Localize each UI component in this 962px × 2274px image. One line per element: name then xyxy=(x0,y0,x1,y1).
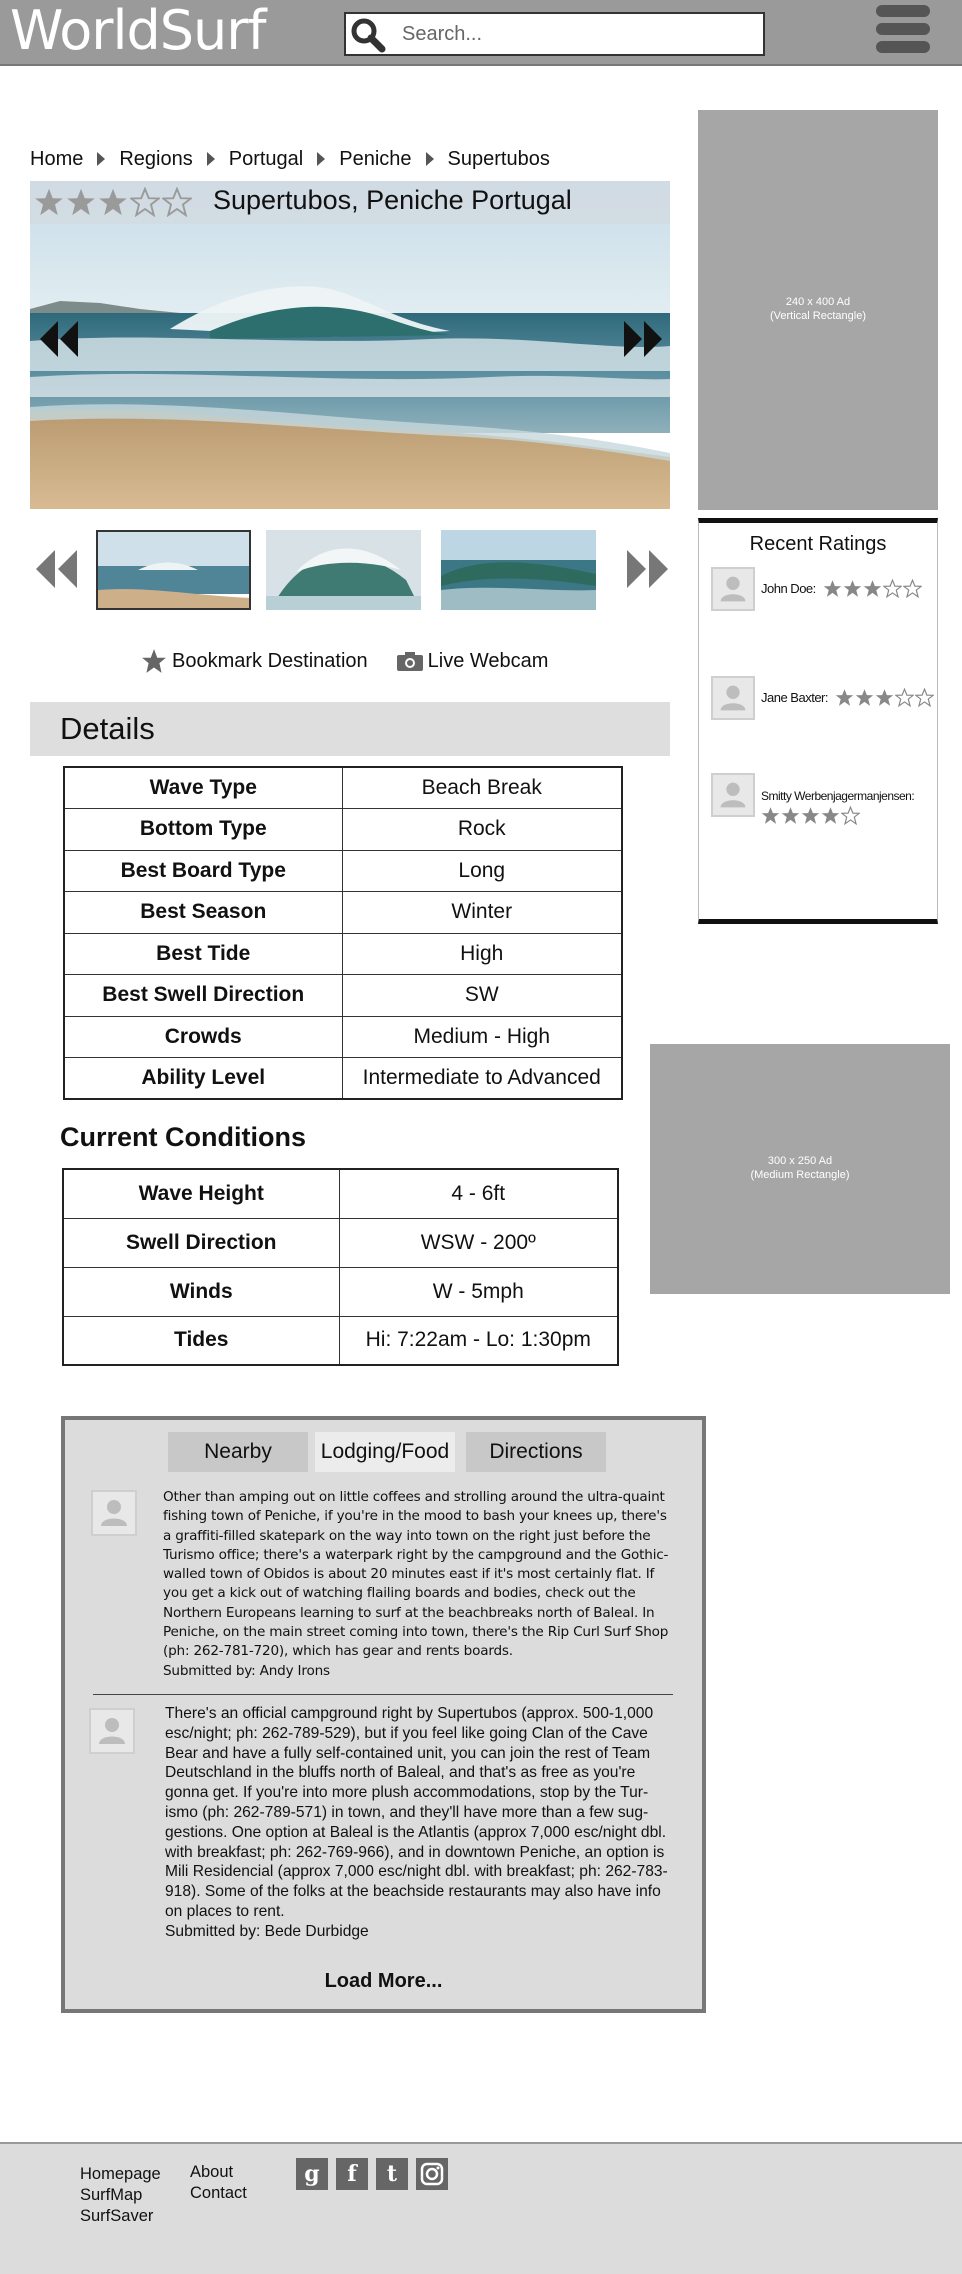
avatar xyxy=(711,676,755,720)
conditions-key: Winds xyxy=(63,1267,339,1316)
conditions-row xyxy=(63,1316,618,1365)
conditions-row xyxy=(63,1218,618,1267)
post-2 xyxy=(165,1704,675,1942)
details-key: Wave Type xyxy=(64,767,342,809)
details-key: Best Swell Direction xyxy=(64,975,342,1017)
spot-actions xyxy=(140,648,576,674)
details-row xyxy=(64,767,622,809)
user-icon xyxy=(91,1710,133,1752)
ad-vertical-rectangle[interactable] xyxy=(698,110,938,510)
conditions-value: W - 5mph xyxy=(339,1267,618,1316)
star-filled-icon xyxy=(98,187,128,217)
details-value: Medium - High xyxy=(342,1016,622,1058)
footer-link-surfmap[interactable]: SurfMap xyxy=(80,2186,143,2204)
star-filled-icon xyxy=(761,806,780,825)
post-divider xyxy=(93,1694,673,1695)
star-filled-icon xyxy=(855,688,874,707)
conditions-value: 4 - 6ft xyxy=(339,1169,618,1218)
breadcrumb-home[interactable]: Home xyxy=(30,147,84,170)
details-row xyxy=(64,1058,622,1100)
ad-size-label: 300 x 250 Ad xyxy=(767,1155,833,1167)
hero-image-carousel xyxy=(30,181,670,509)
thumbnail-3[interactable] xyxy=(441,530,596,610)
details-value: Winter xyxy=(342,892,622,934)
star-filled-icon xyxy=(875,688,894,707)
breadcrumb-regions[interactable]: Regions xyxy=(119,147,193,170)
thumb-next-icon[interactable] xyxy=(624,550,670,588)
avatar xyxy=(89,1708,135,1754)
conditions-row xyxy=(63,1169,618,1218)
details-value: Long xyxy=(342,850,622,892)
bookmark-destination-button[interactable] xyxy=(140,648,368,674)
details-value: Beach Break xyxy=(342,767,622,809)
facebook-icon[interactable]: f xyxy=(336,2158,368,2190)
details-key: Best Tide xyxy=(64,933,342,975)
rater-name: John Doe: xyxy=(761,581,816,596)
hero-title-bar xyxy=(30,181,670,224)
search-input[interactable] xyxy=(402,20,752,48)
conditions-key: Swell Direction xyxy=(63,1218,339,1267)
tab-nearby[interactable]: Nearby xyxy=(168,1432,308,1472)
breadcrumb-separator-icon xyxy=(97,152,105,166)
user-icon xyxy=(713,775,753,815)
details-key: Crowds xyxy=(64,1016,342,1058)
breadcrumb xyxy=(30,146,550,172)
star-empty-icon xyxy=(162,187,192,217)
footer-link-contact[interactable]: Contact xyxy=(190,2184,247,2202)
star-empty-icon xyxy=(895,688,914,707)
site-header xyxy=(0,0,962,66)
conditions-key: Wave Height xyxy=(63,1169,339,1218)
rater-name: Jane Baxter: xyxy=(761,690,828,705)
conditions-key: Tides xyxy=(63,1316,339,1365)
avatar xyxy=(711,567,755,611)
site-footer xyxy=(0,2142,962,2274)
conditions-row xyxy=(63,1267,618,1316)
breadcrumb-supertubos[interactable]: Supertubos xyxy=(447,147,550,170)
spot-title: Supertubos, Peniche Portugal xyxy=(213,185,572,215)
hero-next-icon[interactable] xyxy=(620,321,664,357)
star-filled-icon xyxy=(843,579,862,598)
user-icon xyxy=(713,569,753,609)
star-empty-icon xyxy=(130,187,160,217)
breadcrumb-peniche[interactable]: Peniche xyxy=(339,147,412,170)
details-key: Best Season xyxy=(64,892,342,934)
conditions-value: Hi: 7:22am - Lo: 1:30pm xyxy=(339,1316,618,1365)
google-plus-icon[interactable]: g xyxy=(296,2158,328,2190)
rater-stars xyxy=(761,806,861,825)
hero-prev-icon[interactable] xyxy=(38,321,82,357)
recent-ratings-title: Recent Ratings xyxy=(749,533,887,555)
details-header xyxy=(30,702,670,756)
star-empty-icon xyxy=(841,806,860,825)
star-filled-icon xyxy=(66,187,96,217)
conditions-value: WSW - 200º xyxy=(339,1218,618,1267)
footer-links-1 xyxy=(80,2164,161,2227)
breadcrumb-separator-icon xyxy=(426,152,434,166)
footer-link-about[interactable]: About xyxy=(190,2163,234,2181)
details-value: Intermediate to Advanced xyxy=(342,1058,622,1100)
details-row xyxy=(64,809,622,851)
ad-type-label: (Medium Rectangle) xyxy=(750,1169,850,1181)
social-links xyxy=(296,2158,456,2190)
hero-photo xyxy=(30,181,670,509)
rater-name: Smitty Werbenjagermanjensen: xyxy=(761,789,915,803)
post-body: There's an official campground right by Supertubos (approx. 500-1,000 esc/night; ph: 262-789-529), but if you feel like going Clan of the Cave Bear and have a fully self-contained unit, you can join the rest of Team Deutschland in the bluffs north of Baleal, and that's as free as you're gonna get. If you're into more plush accommodations, stop by the Tur-ismo (ph: 262-789-571) in town, and they'll have more than a few sug-gestions. One option at Baleal is the Atlantis (approx 7,000 esc/night dbl. with breakfast; ph: 262-769-966), and in downtown Peniche, an option is Mili Residencial (approx 7,000 esc/night dbl. with breakfast; ph: 262-783-918). Some of the folks at the beachside restaurants may also have info on places to rent. xyxy=(165,1705,668,1920)
details-row xyxy=(64,933,622,975)
breadcrumb-separator-icon xyxy=(207,152,215,166)
ad-medium-rectangle[interactable] xyxy=(650,1044,950,1294)
star-filled-icon xyxy=(34,187,64,217)
site-logo[interactable]: WorldSurf xyxy=(10,0,266,62)
post-body: Other than amping out on little coffees and strolling around the ultra-quaint fishing town of Peniche, if you're in the mood to bash your knees up, there's a graffiti-filled skatepark on the way into town on the right just before the Turismo office; there's a waterpark right by the campground and the Gothic-walled town of Obidos is about 20 minutes east if it's most certainly flat. If you get a kick out of watching flailing boards and bodies, check out the Northern Europeans learning to surf at the beachbreaks north of Baleal. In Peniche, on the main street coming into town, there's the Rip Curl Surf Shop (ph: 262-781-720), which has gear and rents boards. xyxy=(163,1489,669,1660)
details-row xyxy=(64,850,622,892)
search-icon[interactable] xyxy=(348,16,392,54)
star-empty-icon xyxy=(903,579,922,598)
post-author: Submitted by: Bede Durbidge xyxy=(165,1922,369,1940)
ad-size-label: 240 x 400 Ad xyxy=(785,296,851,308)
details-value: Rock xyxy=(342,809,622,851)
details-table xyxy=(63,766,623,1100)
load-more-button[interactable]: Load More... xyxy=(324,1970,443,1992)
hero-rating-stars[interactable] xyxy=(34,187,194,217)
rater-stars xyxy=(823,579,923,598)
conditions-table xyxy=(62,1168,619,1366)
search-box[interactable] xyxy=(344,12,765,56)
thumbnail-2[interactable] xyxy=(266,530,421,610)
details-row xyxy=(64,892,622,934)
star-icon xyxy=(140,648,168,674)
twitter-icon[interactable]: t xyxy=(376,2158,408,2190)
live-webcam-button[interactable] xyxy=(396,650,549,673)
star-empty-icon xyxy=(883,579,902,598)
breadcrumb-portugal[interactable]: Portugal xyxy=(228,147,304,170)
details-value: SW xyxy=(342,975,622,1017)
star-filled-icon xyxy=(835,688,854,707)
details-key: Ability Level xyxy=(64,1058,342,1100)
star-filled-icon xyxy=(821,806,840,825)
recent-ratings-panel xyxy=(698,518,938,924)
rater-stars xyxy=(835,688,935,707)
user-icon xyxy=(713,678,753,718)
footer-link-homepage[interactable]: Homepage xyxy=(80,2165,161,2183)
details-row xyxy=(64,1016,622,1058)
star-filled-icon xyxy=(801,806,820,825)
thumbnail-1[interactable] xyxy=(96,530,251,610)
breadcrumb-separator-icon xyxy=(317,152,325,166)
details-key: Best Board Type xyxy=(64,850,342,892)
tab-lodging-food[interactable]: Lodging/Food xyxy=(315,1432,455,1472)
post-author: Submitted by: Andy Irons xyxy=(163,1662,330,1679)
avatar xyxy=(91,1490,137,1536)
avatar xyxy=(711,773,755,817)
camera-icon xyxy=(396,650,424,672)
tab-directions[interactable]: Directions xyxy=(466,1432,606,1472)
webcam-label: Live Webcam xyxy=(427,649,549,672)
ad-type-label: (Vertical Rectangle) xyxy=(770,310,866,322)
details-key: Bottom Type xyxy=(64,809,342,851)
thumbnail-strip xyxy=(30,528,670,612)
details-row xyxy=(64,975,622,1017)
bookmark-label: Bookmark Destination xyxy=(172,649,368,672)
details-value: High xyxy=(342,933,622,975)
star-filled-icon xyxy=(863,579,882,598)
post-1 xyxy=(163,1488,673,1681)
thumb-prev-icon[interactable] xyxy=(34,550,80,588)
menu-icon[interactable] xyxy=(876,5,932,61)
star-filled-icon xyxy=(781,806,800,825)
instagram-icon[interactable] xyxy=(416,2158,448,2190)
info-tabs-panel xyxy=(61,1416,706,2013)
user-icon xyxy=(93,1492,135,1534)
details-title: Details xyxy=(60,711,155,746)
footer-link-surfsaver[interactable]: SurfSaver xyxy=(80,2207,154,2225)
star-filled-icon xyxy=(823,579,842,598)
star-empty-icon xyxy=(915,688,934,707)
conditions-title: Current Conditions xyxy=(60,1122,306,1152)
footer-links-2 xyxy=(190,2162,247,2204)
